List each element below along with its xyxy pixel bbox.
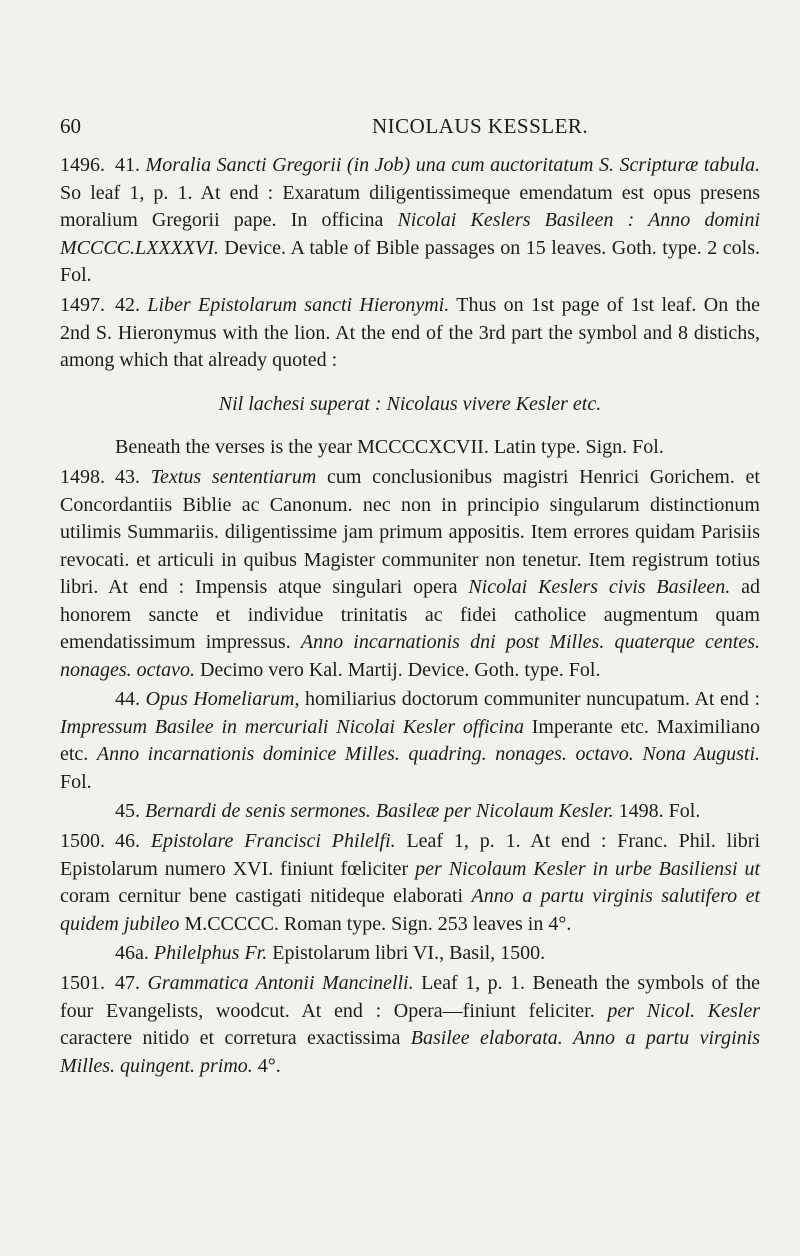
entry-number: 46a.: [115, 942, 149, 964]
entry-colophon: Basilee elaborata. Anno a partu virginis Milles. quingent. primo.: [60, 1027, 760, 1077]
entry-title: Textus sententiarum: [150, 466, 317, 488]
entry-colophon: Nicolai Keslers civis Basileen.: [468, 576, 731, 598]
entry-46a: [60, 940, 760, 968]
entry-text: Leaf 1, p. 1. At end : Franc. Phil. libri Epistolarum numero XVI. finiunt fœliciter: [60, 830, 760, 880]
entry-colophon: Anno incarnationis dni post Milles. quaterque centes. nonages. octavo.: [60, 631, 760, 681]
entry-text: caractere nitido et corretura exactissima: [60, 1027, 411, 1049]
entry-number: 45.: [115, 800, 140, 822]
entry-text: Imperante etc. Maximiliano etc.: [60, 715, 760, 765]
verse: Nil lachesi superat : Nicolaus vivere Kesler etc.: [218, 392, 602, 415]
entry-number: 41.: [115, 154, 140, 176]
entry-41: [60, 152, 760, 290]
entry-42: [60, 292, 760, 462]
entry-text: Beneath the verses is the year MCCCCXCVII. Latin type. Sign. Fol.: [115, 436, 664, 458]
entry-text: 4°.: [252, 1054, 281, 1077]
entry-text: Thus on 1st page of 1st leaf. On the 2nd S. Hieronymus with the lion. At the end of the 3rd part the symbol and 8 distichs, among which that already quoted :: [60, 294, 760, 371]
entry-year: 1500.: [60, 830, 105, 852]
entry-text: Decimo vero Kal. Martij. Device. Goth. type. Fol.: [194, 658, 601, 681]
entry-year: 1498.: [60, 466, 105, 488]
entry-year: 1496.: [60, 154, 105, 176]
entry-title: Moralia Sancti Gregorii (in Job) una cum auctoritatum S. Scripturæ tabula.: [145, 154, 761, 176]
entry-text: cum conclusionibus magistri Henrici Gorichem. et Concordantiis Biblie ac Canonum. nec non in principio singularum distinctionum utilimis Summariis. diligentissime jam primum appositis. Item errores quidam Parisiis revocati. et articuli in quibus Magister communiter non tenetur. Item registrum totius libri. At end : Impensis atque singulari opera: [60, 466, 760, 598]
entry-title: Grammatica Antonii Mancinelli.: [147, 972, 414, 994]
entry-title: Opus Homeliarum,: [145, 688, 300, 710]
entry-text: Device. A table of Bible passages on 15 leaves. Goth. type. 2 cols. Fol.: [60, 236, 760, 286]
entry-text: Epistolarum libri VI., Basil, 1500.: [267, 942, 546, 964]
entry-text: Fol.: [60, 770, 92, 793]
page-header: [60, 104, 760, 144]
entry-number: 42.: [115, 294, 140, 316]
entry-colophon: Nicolai Keslers Basileen : Anno domini MCCCC.LXXXXVI.: [60, 209, 760, 259]
entry-47: [60, 970, 760, 1080]
entry-number: 43.: [115, 466, 140, 488]
entry-46: [60, 828, 760, 938]
entry-colophon: Anno a partu virginis salutifero et quidem jubileo: [60, 885, 761, 935]
entry-title: Bernardi de senis sermones. Basileæ per Nicolaum Kesler.: [145, 800, 614, 822]
entry-year: 1501.: [60, 972, 105, 994]
entry-text: M.CCCCC. Roman type. Sign. 253 leaves in 4°.: [179, 912, 572, 935]
entry-number: 46.: [115, 830, 140, 852]
entry-text: 1498. Fol.: [613, 800, 701, 822]
entry-year: 1497.: [60, 294, 105, 316]
entry-text: Leaf 1, p. 1. Beneath the symbols of the four Evangelists, woodcut. At end : Opera—finiunt feliciter.: [60, 972, 760, 1022]
entry-colophon: Impressum Basilee in mercuriali Nicolai Kesler officina: [60, 715, 524, 738]
page-number: 60: [60, 114, 81, 138]
entry-text: ad honorem sancte et individue trinitatis ac fidei catholice augmentum quam emendatissimum impressus.: [60, 576, 761, 653]
entry-text: homiliarius doctorum communiter nuncupatum. At end :: [299, 688, 760, 710]
entry-43: [60, 464, 760, 684]
entry-text: So leaf 1, p. 1. At end : Exaratum diligentissimeque emendatum est opus presens moralium Gregorii pape. In officina: [60, 181, 760, 231]
entry-text: coram cernitur bene castigati nitideque elaborati: [60, 885, 472, 907]
entry-44: [60, 686, 760, 796]
entry-title: Liber Epistolarum sancti Hieronymi.: [147, 294, 450, 316]
entry-number: 47.: [115, 972, 140, 994]
running-title: NICOLAUS KESSLER.: [372, 114, 589, 138]
entry-number: 44.: [115, 688, 140, 710]
entry-title: Philelphus Fr.: [153, 942, 268, 964]
entry-colophon: Anno incarnationis dominice Milles. quadring. nonages. octavo. Nona Augusti.: [96, 743, 761, 765]
entry-colophon: per Nicolaum Kesler in urbe Basiliensi ut: [415, 857, 761, 880]
entry-45: [60, 798, 760, 826]
entry-colophon: per Nicol. Kesler: [607, 999, 760, 1022]
entry-title: Epistolare Francisci Philelfi.: [150, 830, 396, 852]
